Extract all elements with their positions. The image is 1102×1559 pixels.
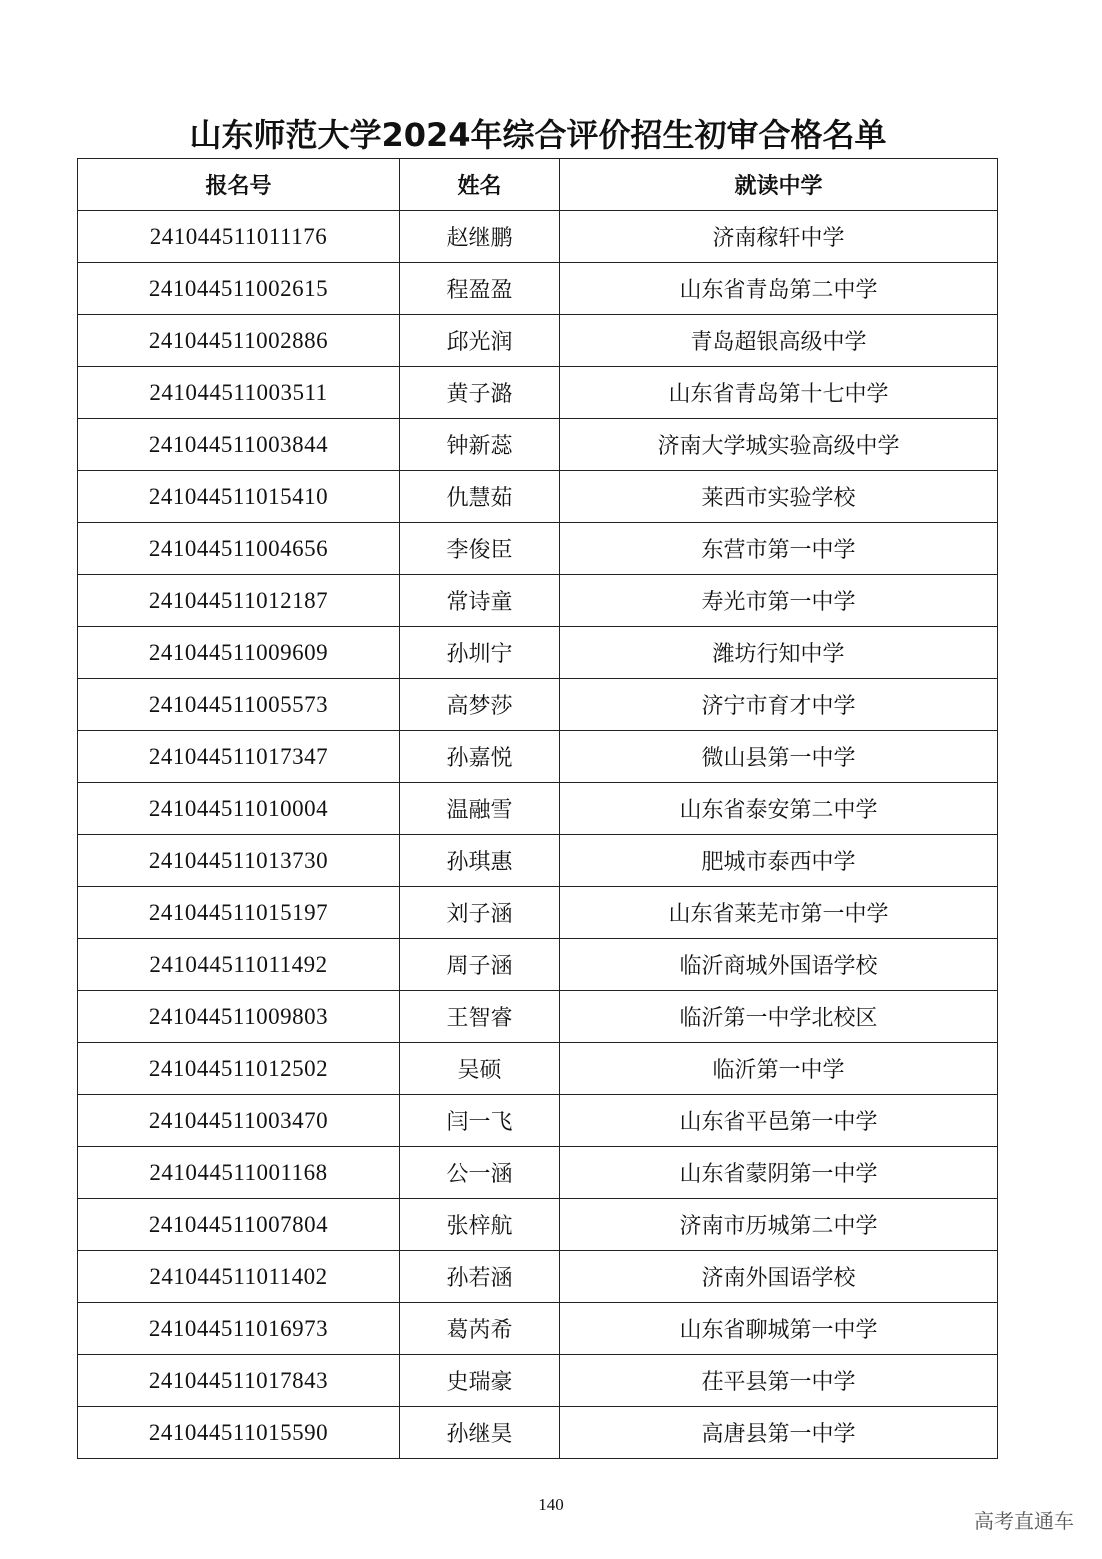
registration-number-cell: 241044511012187 [78, 575, 400, 627]
table-row [78, 887, 998, 939]
table-row [78, 1251, 998, 1303]
table-row [78, 1407, 998, 1459]
student-name-cell: 温融雪 [400, 783, 560, 835]
school-cell: 肥城市泰西中学 [560, 835, 998, 887]
student-name-cell: 史瑞豪 [400, 1355, 560, 1407]
student-name-cell: 钟新蕊 [400, 419, 560, 471]
registration-number-cell: 241044511009803 [78, 991, 400, 1043]
school-cell: 青岛超银高级中学 [560, 315, 998, 367]
registration-number-cell: 241044511003470 [78, 1095, 400, 1147]
student-name-cell: 刘子涵 [400, 887, 560, 939]
table-row [78, 523, 998, 575]
school-cell: 东营市第一中学 [560, 523, 998, 575]
student-name-cell: 黄子潞 [400, 367, 560, 419]
school-cell: 济宁市育才中学 [560, 679, 998, 731]
registration-number-cell: 241044511005573 [78, 679, 400, 731]
school-cell: 山东省蒙阴第一中学 [560, 1147, 998, 1199]
table-row [78, 1147, 998, 1199]
table-row [78, 1199, 998, 1251]
student-name-cell: 周子涵 [400, 939, 560, 991]
school-cell: 济南外国语学校 [560, 1251, 998, 1303]
table-row [78, 1355, 998, 1407]
student-name-cell: 公一涵 [400, 1147, 560, 1199]
table-row [78, 367, 998, 419]
school-cell: 济南稼轩中学 [560, 211, 998, 263]
registration-number-cell: 241044511015197 [78, 887, 400, 939]
registration-number-cell: 241044511017843 [78, 1355, 400, 1407]
registration-number-cell: 241044511016973 [78, 1303, 400, 1355]
table-row [78, 731, 998, 783]
school-cell: 临沂第一中学北校区 [560, 991, 998, 1043]
student-name-cell: 程盈盈 [400, 263, 560, 315]
table-row [78, 1095, 998, 1147]
table-row [78, 835, 998, 887]
school-cell: 山东省青岛第二中学 [560, 263, 998, 315]
school-cell: 山东省聊城第一中学 [560, 1303, 998, 1355]
student-name-cell: 孙若涵 [400, 1251, 560, 1303]
registration-number-cell: 241044511004656 [78, 523, 400, 575]
school-cell: 潍坊行知中学 [560, 627, 998, 679]
school-cell: 山东省平邑第一中学 [560, 1095, 998, 1147]
student-name-cell: 闫一飞 [400, 1095, 560, 1147]
student-name-cell: 葛芮希 [400, 1303, 560, 1355]
admission-table [77, 158, 998, 1459]
table-row [78, 211, 998, 263]
registration-number-cell: 241044511015590 [78, 1407, 400, 1459]
registration-number-cell: 241044511011176 [78, 211, 400, 263]
student-name-cell: 高梦莎 [400, 679, 560, 731]
table-body [78, 211, 998, 1459]
table-row [78, 471, 998, 523]
column-header-name: 姓名 [400, 159, 560, 211]
student-name-cell: 王智睿 [400, 991, 560, 1043]
registration-number-cell: 241044511017347 [78, 731, 400, 783]
school-cell: 济南市历城第二中学 [560, 1199, 998, 1251]
registration-number-cell: 241044511002886 [78, 315, 400, 367]
registration-number-cell: 241044511001168 [78, 1147, 400, 1199]
table-row [78, 419, 998, 471]
table-row [78, 991, 998, 1043]
column-header-school: 就读中学 [560, 159, 998, 211]
student-name-cell: 常诗童 [400, 575, 560, 627]
registration-number-cell: 241044511015410 [78, 471, 400, 523]
table-row [78, 1303, 998, 1355]
table-row [78, 1043, 998, 1095]
table-row [78, 679, 998, 731]
registration-number-cell: 241044511011492 [78, 939, 400, 991]
table-header-row [78, 159, 998, 211]
registration-number-cell: 241044511007804 [78, 1199, 400, 1251]
registration-number-cell: 241044511003844 [78, 419, 400, 471]
student-name-cell: 孙继昊 [400, 1407, 560, 1459]
table-row [78, 315, 998, 367]
student-name-cell: 赵继鹏 [400, 211, 560, 263]
student-name-cell: 吴硕 [400, 1043, 560, 1095]
school-cell: 寿光市第一中学 [560, 575, 998, 627]
registration-number-cell: 241044511003511 [78, 367, 400, 419]
school-cell: 山东省泰安第二中学 [560, 783, 998, 835]
table-row [78, 939, 998, 991]
student-name-cell: 孙圳宁 [400, 627, 560, 679]
page-title: 山东师范大学2024年综合评价招生初审合格名单 [189, 116, 887, 154]
school-cell: 临沂商城外国语学校 [560, 939, 998, 991]
school-cell: 高唐县第一中学 [560, 1407, 998, 1459]
student-name-cell: 张梓航 [400, 1199, 560, 1251]
table-row [78, 575, 998, 627]
student-name-cell: 孙嘉悦 [400, 731, 560, 783]
registration-number-cell: 241044511009609 [78, 627, 400, 679]
table-row [78, 627, 998, 679]
registration-number-cell: 241044511010004 [78, 783, 400, 835]
registration-number-cell: 241044511012502 [78, 1043, 400, 1095]
registration-number-cell: 241044511011402 [78, 1251, 400, 1303]
registration-number-cell: 241044511013730 [78, 835, 400, 887]
student-name-cell: 邱光润 [400, 315, 560, 367]
student-name-cell: 孙琪惠 [400, 835, 560, 887]
watermark: 高考直通车 [974, 1509, 1074, 1533]
student-name-cell: 李俊臣 [400, 523, 560, 575]
registration-number-cell: 241044511002615 [78, 263, 400, 315]
school-cell: 山东省莱芜市第一中学 [560, 887, 998, 939]
school-cell: 莱西市实验学校 [560, 471, 998, 523]
student-name-cell: 仇慧茹 [400, 471, 560, 523]
table-row [78, 263, 998, 315]
school-cell: 山东省青岛第十七中学 [560, 367, 998, 419]
school-cell: 微山县第一中学 [560, 731, 998, 783]
school-cell: 茌平县第一中学 [560, 1355, 998, 1407]
page-number: 140 [538, 1495, 564, 1514]
school-cell: 济南大学城实验高级中学 [560, 419, 998, 471]
table-row [78, 783, 998, 835]
school-cell: 临沂第一中学 [560, 1043, 998, 1095]
column-header-registration-number: 报名号 [78, 159, 400, 211]
